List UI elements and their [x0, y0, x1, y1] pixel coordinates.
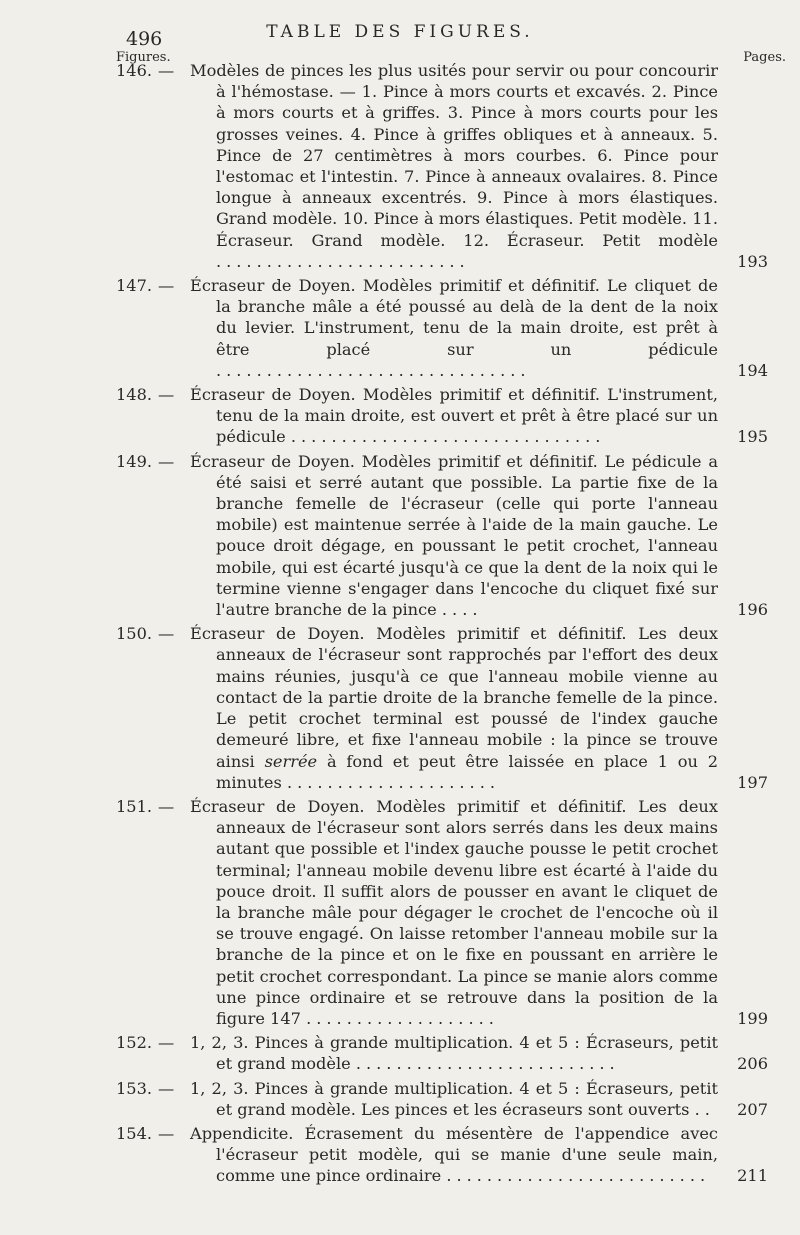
figure-entry-153: 153. — 1, 2, 3. Pinces à grande multiplication. 4 et 5 : Écraseurs, petit et grand modèle. Les pinces et les écraseurs sont ouverts .. 207	[116, 1078, 768, 1119]
figure-entry-154: 154. — Appendicite. Écrasement du mésentère de l'appendice avec l'écraseur petit modèle, qui se manie d'une seule main, comme une pince ordinaire .......................... 211	[116, 1123, 768, 1186]
figure-caption-continued: à fond et peut être laissée en place 1 ou 2 minutes	[216, 751, 718, 792]
figure-entry-146: 146. — Modèles de pinces les plus usités pour servir ou pour concourir à l'hémostase. — 1. Pince à mors courts et excavés. 2. Pince à mors courts et à griffes. 3. Pince à mors courts pour les grosses veines. 4. Pince à griffes obliques et à anneaux. 5. Pince de 27 centimètres à mors courbes. 6. Pince pour l'estomac et l'intestin. 7. Pince à anneaux ovalaires. 8. Pince longue à anneaux excentrés. 9. Pince à mors élastiques. Grand modèle. 10. Pince à mors élastiques. Petit modèle. 11. Écraseur. Grand modèle. 12. Écraseur. Petit modèle ......................... 193	[116, 61, 768, 271]
page-reference: 199	[737, 1008, 768, 1028]
figure-entry-152: 152. — 1, 2, 3. Pinces à grande multiplication. 4 et 5 : Écraseurs, petit et grand modèle .......................... 206	[116, 1033, 768, 1074]
page-reference: 196	[737, 600, 768, 620]
page-reference: 194	[737, 360, 768, 380]
figure-number: 151.	[116, 796, 153, 816]
figure-caption: Écraseur de Doyen. Modèles primitif et définitif. Le pédicule a été saisi et serré autant que possible. La partie fixe de la branche femelle de l'écraseur (celle qui porte l'anneau mobile) est maintenue serrée à l'aide de la main gauche. Le pouce droit dégage, en poussant le petit crochet, l'anneau mobile, qui est écarté jusqu'à ce que la dent de la noix qui le termine vienne s'engager dans l'encoche du cliquet fixé sur l'autre branche de la pince	[190, 451, 718, 620]
figure-entry-149: 149. — Écraseur de Doyen. Modèles primitif et définitif. Le pédicule a été saisi et serré autant que possible. La partie fixe de la branche femelle de l'écraseur (celle qui porte l'anneau mobile) est maintenue serrée à l'aide de la main gauche. Le pouce droit dégage, en poussant le petit crochet, l'anneau mobile, qui est écarté jusqu'à ce que la dent de la noix qui le termine vienne s'engager dans l'encoche du cliquet fixé sur l'autre branche de la pince .... 196	[116, 451, 768, 620]
figure-caption: Modèles de pinces les plus usités pour servir ou pour concourir à l'hémostase. — 1. Pince à mors courts et excavés. 2. Pince à mors courts et à griffes. 3. Pince à mors courts pour les grosses veines. 4. Pince à griffes obliques et à anneaux. 5. Pince de 27 centimètres à mors courbes. 6. Pince pour l'estomac et l'intestin. 7. Pince à anneaux ovalaires. 8. Pince longue à anneaux excentrés. 9. Pince à mors élastiques. Grand modèle. 10. Pince à mors élastiques. Petit modèle. 11. Écraseur. Grand modèle. 12. Écraseur. Petit modèle	[190, 61, 718, 250]
figure-entry-151: 151. — Écraseur de Doyen. Modèles primitif et définitif. Les deux anneaux de l'écraseur sont alors serrés dans les deux mains autant que possible et l'index gauche pousse le petit crochet terminal; l'anneau mobile devenu libre est écarté à l'aide du pouce droit. Il suffit alors de pousser en avant le cliquet de la branche mâle pour dégager le crochet de l'encoche où il se trouve engagé. On laisse retomber l'anneau mobile sur la branche de la pince et on le fixe en poussant en arrière le petit crochet correspondant. La pince se manie alors comme une pince ordinaire et se retrouve dans la position de la figure 147 ................... 199	[116, 796, 768, 1028]
page-reference: 197	[737, 772, 768, 792]
page-reference: 207	[737, 1099, 768, 1119]
figure-caption: Écraseur de Doyen. Modèles primitif et définitif. Le cliquet de la branche mâle a été poussé au delà de la dent de la noix du levier. L'instrument, tenu de la main droite, est prêt à être placé sur un pédicule	[190, 276, 718, 359]
figure-entry-148: 148. — Écraseur de Doyen. Modèles primitif et définitif. L'instrument, tenu de la main droite, est ouvert et prêt à être placé sur un pédicule ............................... 195	[116, 385, 768, 447]
figure-entry-150: 150. — Écraseur de Doyen. Modèles primitif et définitif. Les deux anneaux de l'écraseur sont rapprochés par l'effort des deux mains réunies, jusqu'à ce que l'anneau mobile vienne au contact de la partie droite de la branche femelle de la pince. Le petit crochet terminal est poussé de l'index gauche demeuré libre, et fixe l'anneau mobile : la pince se trouve ainsi serrée à fond et peut être laissée en place 1 ou 2 minutes ..................... 197	[116, 624, 768, 792]
figure-caption: Écraseur de Doyen. Modèles primitif et définitif. Les deux anneaux de l'écraseur sont alors serrés dans les deux mains autant que possible et l'index gauche pousse le petit crochet terminal; l'anneau mobile devenu libre est écarté à l'aide du pouce droit. Il suffit alors de pousser en avant le cliquet de la branche mâle pour dégager le crochet de l'encoche où il se trouve engagé. On laisse retomber l'anneau mobile sur la branche de la pince et on le fixe en poussant en arrière le petit crochet correspondant. La pince se manie alors comme une pince ordinaire et se retrouve dans la position de la figure 147	[190, 796, 718, 1028]
page-reference: 206	[737, 1054, 768, 1074]
figure-caption: Écraseur de Doyen. Modèles primitif et définitif. L'instrument, tenu de la main droite, est ouvert et prêt à être placé sur un pédicule	[190, 385, 718, 447]
pages-column-label: Pages.	[743, 50, 786, 65]
figure-number: 153.	[116, 1078, 153, 1098]
page-reference: 195	[737, 427, 768, 447]
figure-caption-emphasis: serrée	[264, 751, 318, 771]
page-number: 496	[126, 28, 163, 50]
figure-number: 148.	[116, 385, 153, 405]
figure-number: 154.	[116, 1123, 153, 1143]
figure-number: 147.	[116, 276, 153, 296]
figure-entry-147: 147. — Écraseur de Doyen. Modèles primitif et définitif. Le cliquet de la branche mâle a été poussé au delà de la dent de la noix du levier. L'instrument, tenu de la main droite, est prêt à être placé sur un pédicule ............................... 194	[116, 276, 768, 380]
running-title: TABLE DES FIGURES.	[266, 22, 534, 42]
page-reference: 193	[737, 251, 768, 271]
figures-column-label: Figures.	[116, 50, 171, 65]
figure-caption: 1, 2, 3. Pinces à grande multiplication. 4 et 5 : Écraseurs, petit et grand modèle. Les pinces et les écraseurs sont ouverts	[190, 1078, 718, 1119]
figure-number: 150.	[116, 624, 153, 644]
figure-number: 152.	[116, 1033, 153, 1053]
figure-number: 146.	[116, 61, 153, 80]
figure-list	[116, 60, 768, 1190]
figure-caption: 1, 2, 3. Pinces à grande multiplication. 4 et 5 : Écraseurs, petit et grand modèle	[190, 1033, 718, 1074]
page-reference: 211	[737, 1166, 768, 1186]
figure-number: 149.	[116, 451, 153, 471]
figure-caption: Appendicite. Écrasement du mésentère de l'appendice avec l'écraseur petit modèle, qui se manie d'une seule main, comme une pince ordinaire	[190, 1123, 718, 1186]
figure-caption: Écraseur de Doyen. Modèles primitif et définitif. Les deux anneaux de l'écraseur sont rapprochés par l'effort des deux mains réunies, jusqu'à ce que l'anneau mobile vienne au contact de la partie droite de la branche femelle de la pince. Le petit crochet terminal est poussé de l'index gauche demeuré libre, et fixe l'anneau mobile : la pince se trouve ainsi	[190, 624, 718, 771]
